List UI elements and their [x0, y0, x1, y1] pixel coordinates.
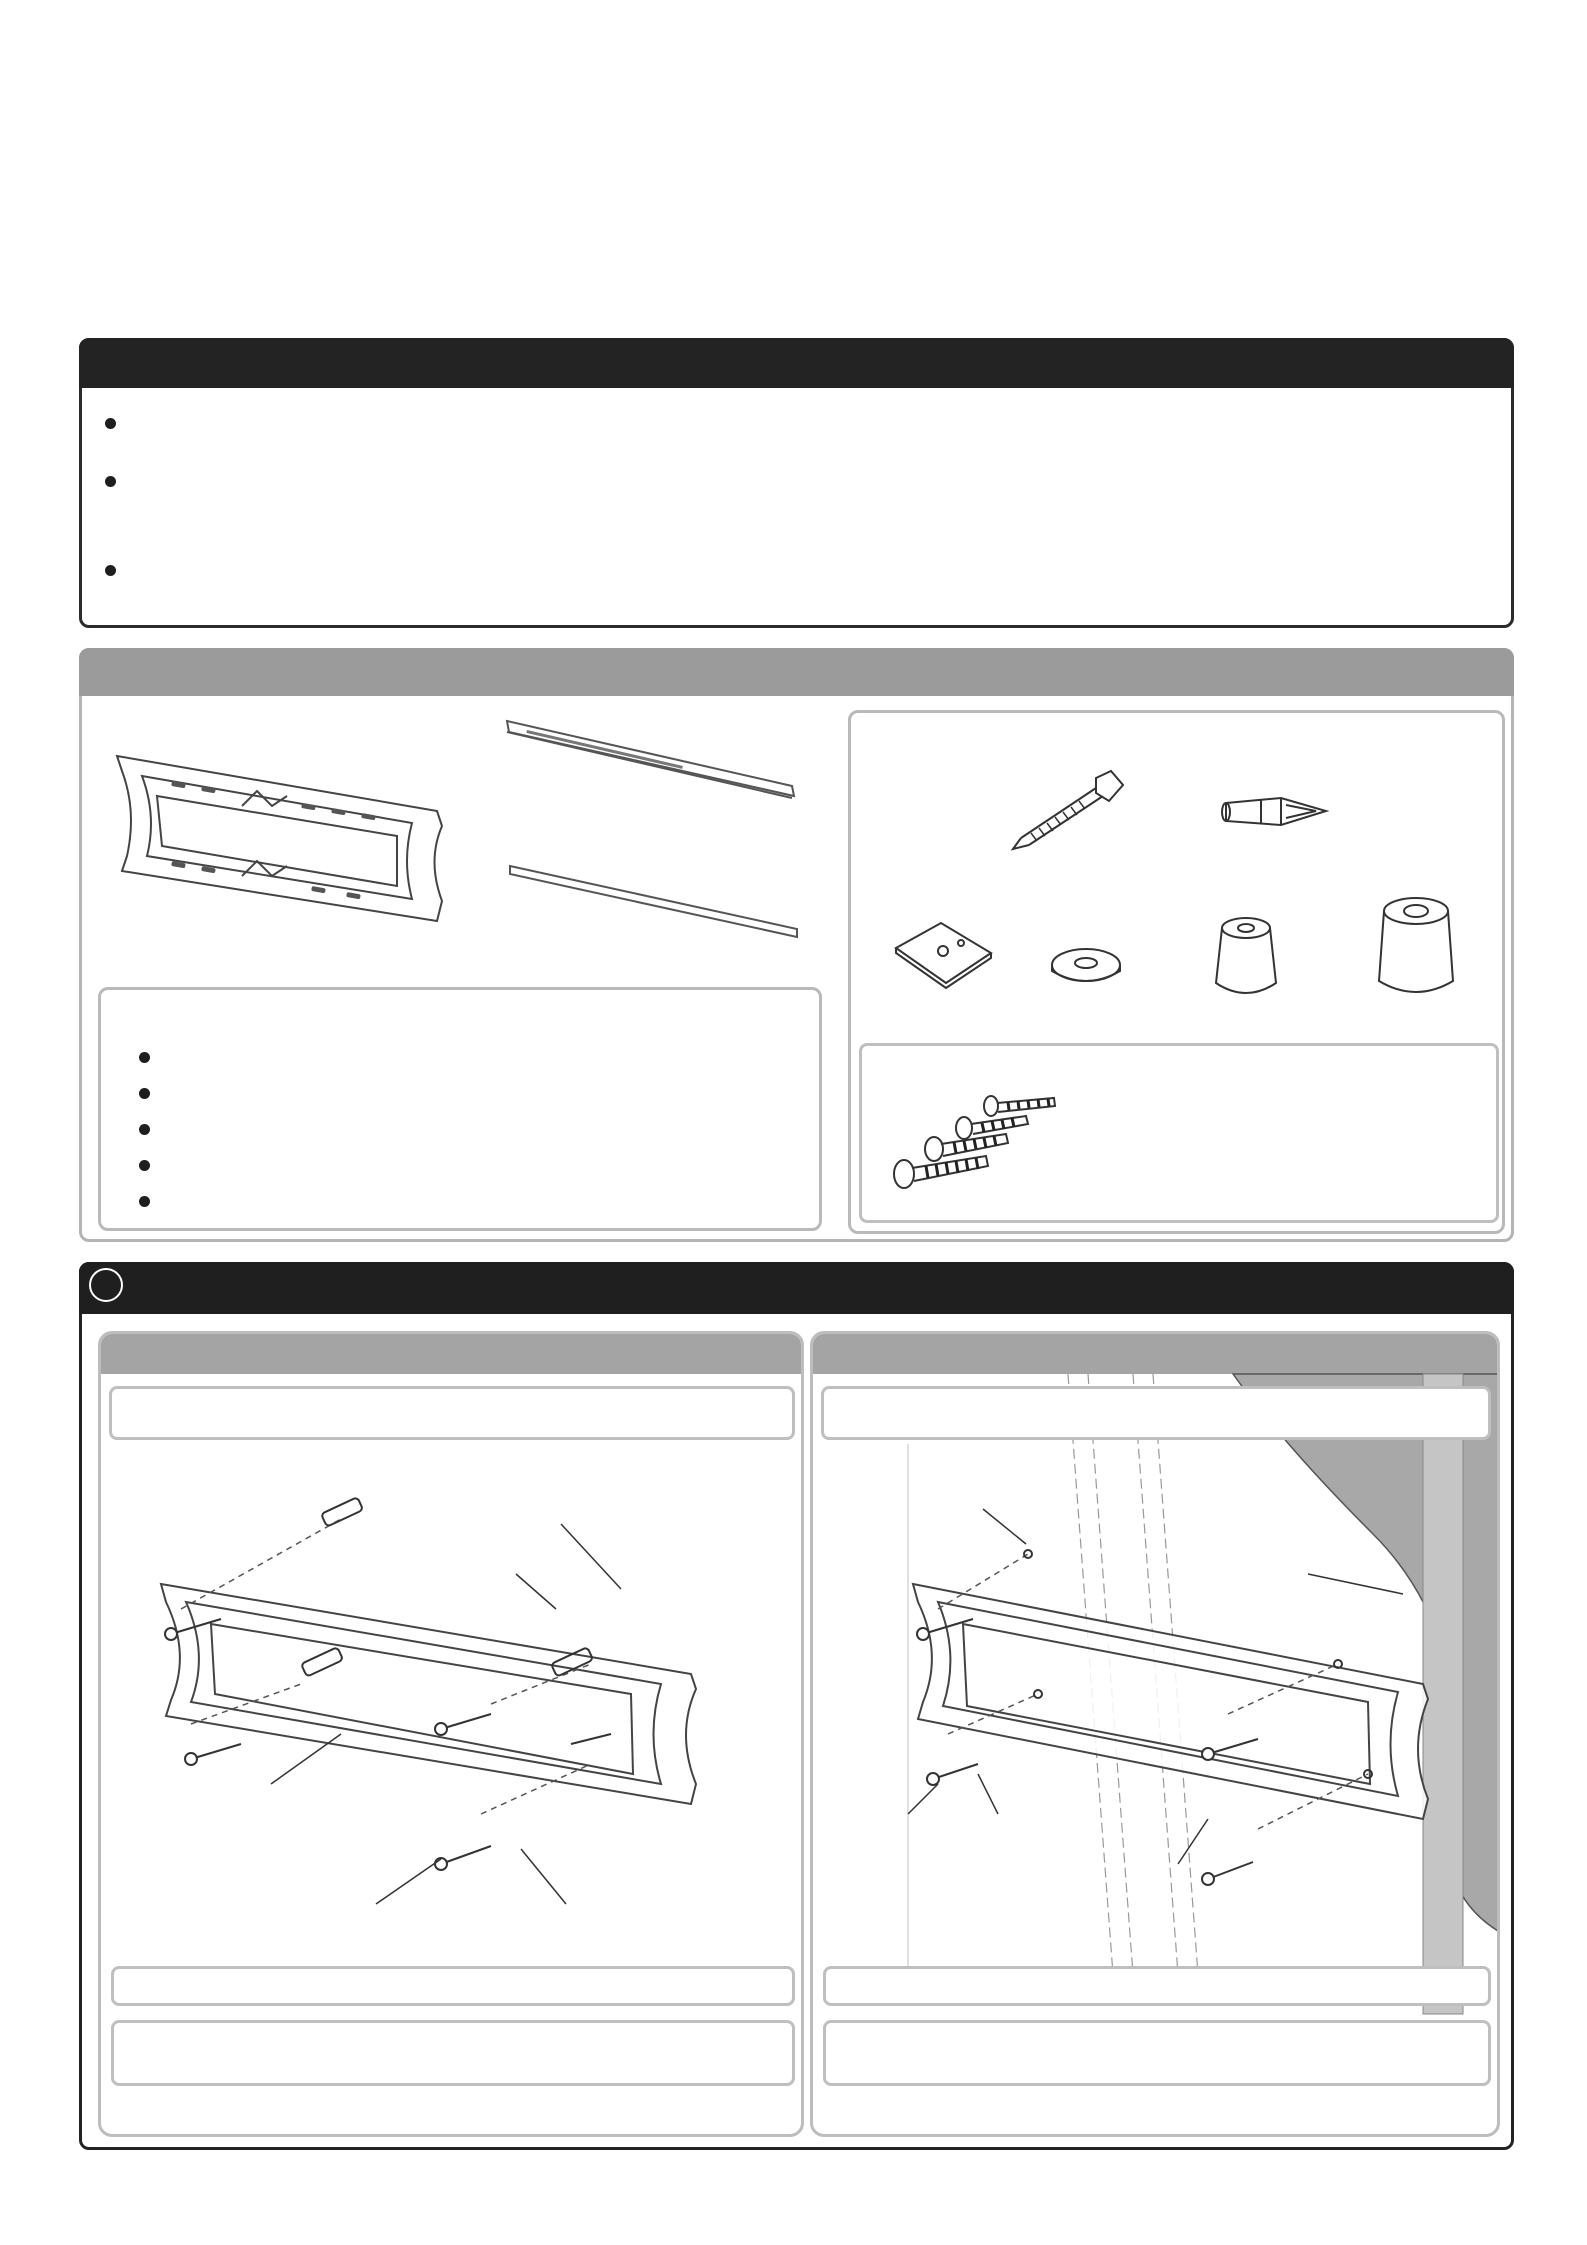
right-mounting-diagram — [908, 1484, 1468, 1904]
left-panel-note-box-1 — [111, 1966, 795, 2006]
parts-section — [79, 648, 1514, 1242]
warning-bullet-1 — [105, 418, 116, 429]
large-spacer-icon — [1371, 893, 1461, 1003]
left-panel — [98, 1331, 804, 2137]
parts-header-bar — [79, 648, 1514, 696]
parts-bullet-1 — [139, 1052, 150, 1063]
left-panel-note-box-2 — [111, 2020, 795, 2086]
left-mounting-diagram — [151, 1484, 711, 1904]
warning-bullet-3 — [105, 565, 116, 576]
left-panel-caption-box — [109, 1386, 795, 1440]
right-panel-caption-box — [821, 1386, 1491, 1440]
lag-bolt-icon — [1011, 763, 1141, 853]
warnings-header-bar — [79, 338, 1514, 388]
tv-bracket-illustration — [502, 716, 802, 816]
washer-icon — [1046, 943, 1126, 993]
warning-bullet-2 — [105, 476, 116, 487]
parts-list-box — [98, 987, 822, 1231]
step-section — [79, 1262, 1514, 2150]
left-panel-header — [101, 1334, 801, 1374]
parts-bullet-5 — [139, 1196, 150, 1207]
machine-screws-icon — [876, 1086, 1076, 1206]
machine-screws-box — [859, 1043, 1499, 1223]
parts-bullet-4 — [139, 1160, 150, 1171]
wall-plate-illustration — [112, 751, 457, 951]
parts-bullet-2 — [139, 1088, 150, 1099]
hardware-box — [848, 710, 1505, 1234]
parts-bullet-3 — [139, 1124, 150, 1135]
step-header-bar — [79, 1262, 1514, 1314]
warnings-section — [79, 338, 1514, 628]
rail-illustration — [507, 861, 807, 941]
right-panel — [810, 1331, 1500, 2137]
step-number-circle — [89, 1268, 123, 1302]
wall-anchor-icon — [1221, 783, 1341, 843]
plate-washer-icon — [891, 913, 1001, 993]
small-spacer-icon — [1206, 913, 1286, 1003]
right-panel-note-box-2 — [823, 2020, 1491, 2086]
right-panel-note-box-1 — [823, 1966, 1491, 2006]
